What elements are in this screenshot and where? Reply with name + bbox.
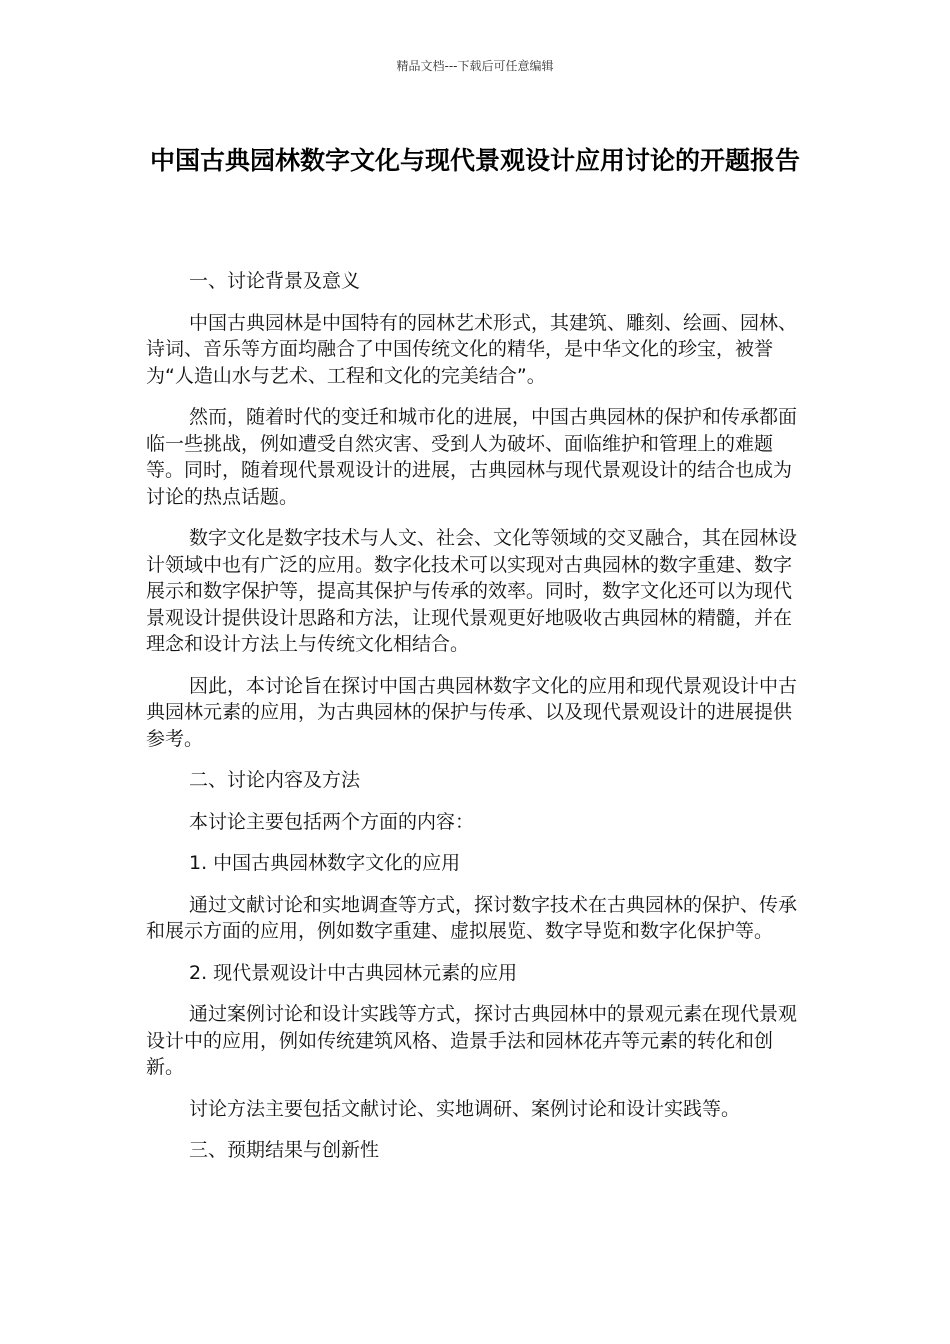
- paragraph-challenges: 然而，随着时代的变迁和城市化的进展，中国古典园林的保护和传承都面临一些挑战，例如遭受自然灾害、受到人为破坏、面临维护和管理上的难题等。同时，随着现代景观设计的进展，古典园林与现代景观设计的结合也成为讨论的热点话题。: [146, 406, 798, 508]
- subheading-digital-culture-application: 1. 中国古典园林数字文化的应用: [189, 852, 461, 874]
- document-title: 中国古典园林数字文化与现代景观设计应用讨论的开题报告: [149, 146, 800, 175]
- section-heading-content-methods: 二、讨论内容及方法: [189, 769, 361, 791]
- section-heading-background: 一、讨论背景及意义: [189, 270, 361, 292]
- paragraph-digital-culture: 数字文化是数字技术与人文、社会、文化等领域的交叉融合，其在园林设计领域中也有广泛的应用。数字化技术可以实现对古典园林的数字重建、数字展示和数字保护等，提高其保护与传承的效率。同时，数字文化还可以为现代景观设计提供设计思路和方法，让现代景观更好地吸收古典园林的精髓，并在理念和设计方法上与传统文化相结合。: [146, 527, 798, 655]
- paragraph-modern-application: 通过案例讨论和设计实践等方式，探讨古典园林中的景观元素在现代景观设计中的应用，例如传统建筑风格、造景手法和园林花卉等元素的转化和创新。: [146, 1003, 798, 1078]
- paragraph-methods: 讨论方法主要包括文献讨论、实地调研、案例讨论和设计实践等。: [189, 1097, 741, 1120]
- paragraph-digital-application: 通过文献讨论和实地调查等方式，探讨数字技术在古典园林的保护、传承和展示方面的应用，例如数字重建、虚拟展览、数字导览和数字化保护等。: [146, 893, 798, 942]
- document-body: [146, 268, 806, 1179]
- header-note: 精品文档---下载后可任意编辑: [396, 59, 554, 73]
- paragraph-intro: 中国古典园林是中国特有的园林艺术形式，其建筑、雕刻、绘画、园林、诗词、音乐等方面均融合了中国传统文化的精华，是中华文化的珍宝，被誉为“人造山水与艺术、工程和文化的完美结合”。: [146, 311, 798, 387]
- section-heading-expected-results: 三、预期结果与创新性: [189, 1139, 380, 1161]
- paragraph-content-overview: 本讨论主要包括两个方面的内容：: [189, 810, 475, 833]
- paragraph-purpose: 因此，本讨论旨在探讨中国古典园林数字文化的应用和现代景观设计中古典园林元素的应用，为古典园林的保护与传承、以及现代景观设计的进展提供参考。: [146, 674, 798, 750]
- subheading-modern-design-application: 2. 现代景观设计中古典园林元素的应用: [189, 961, 518, 984]
